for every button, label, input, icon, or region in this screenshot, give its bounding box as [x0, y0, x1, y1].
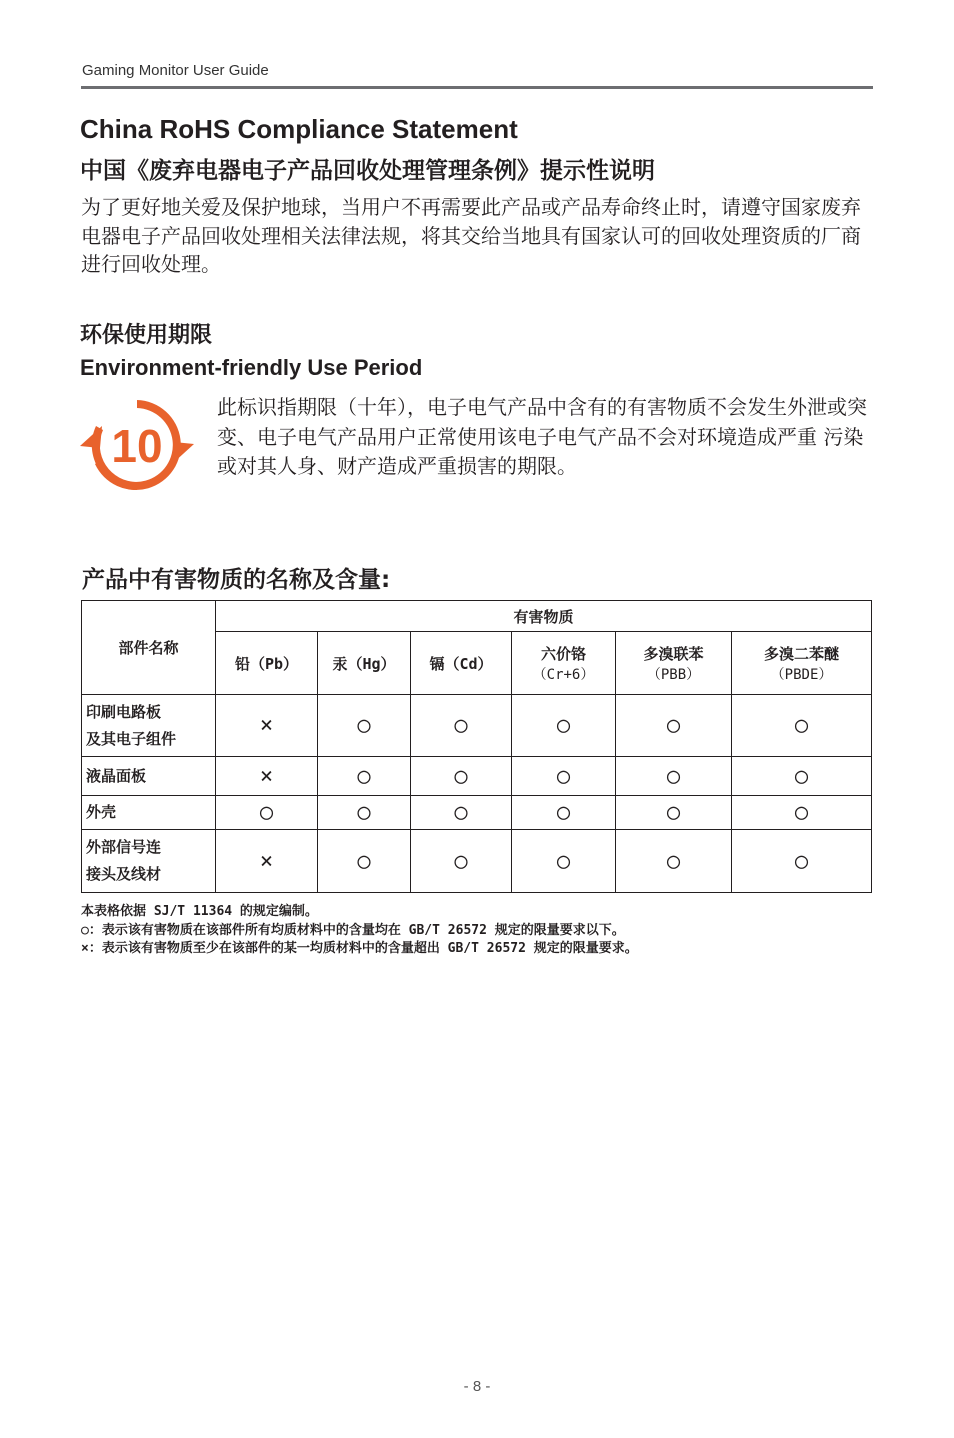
- within-limit-mark: ○: [666, 713, 681, 738]
- part-name-header: 部件名称: [82, 601, 216, 695]
- within-limit-mark: ○: [454, 800, 468, 825]
- substance-mark-cell: [411, 757, 512, 796]
- table-header-row: [82, 601, 872, 632]
- note-line: ×：表示该有害物质至少在该部件的某一均质材料中的含量超出 GB/T 26572 规定的限量要求。: [81, 941, 638, 956]
- substance-mark-cell: [512, 796, 616, 830]
- substance-header: 汞（Hg）: [318, 632, 411, 695]
- substance-header: 多溴联苯 （PBB）: [616, 632, 732, 695]
- efup-10-logo-icon: [80, 396, 194, 494]
- efup-heading-cn: 环保使用期限: [80, 323, 213, 348]
- within-limit-mark: ○: [666, 848, 681, 874]
- substance-mark-cell: [512, 695, 616, 757]
- substance-header: 六价铬 （Cr+6）: [512, 632, 616, 695]
- page-title-cn: 中国《废弃电器电子产品回收处理管理条例》提示性说明: [80, 158, 655, 184]
- substance-header: 多溴二苯醚 （PBDE）: [732, 632, 872, 695]
- within-limit-mark: ○: [794, 763, 809, 789]
- page-title-en: China RoHS Compliance Statement: [80, 114, 518, 144]
- substance-mark-cell: [216, 757, 318, 796]
- substance-mark-cell: [216, 695, 318, 757]
- intro-paragraph: 为了更好地关爱及保护地球，当用户不再需要此产品或产品寿命终止时，请遵守国家废弃电器电子产品回收处理相关法律法规，将其交给当地具有国家认可的回收处理资质的厂商进行回收处理。: [81, 195, 861, 276]
- within-limit-mark: ○: [357, 848, 371, 874]
- substance-mark-cell: [616, 830, 732, 893]
- substance-mark-cell: [216, 830, 318, 893]
- table-notes: [81, 903, 638, 959]
- within-limit-mark: ○: [454, 763, 468, 789]
- substance-mark-cell: [411, 695, 512, 757]
- part-name-line: 外部信号连: [86, 838, 162, 856]
- within-limit-mark: ○: [666, 800, 681, 825]
- substance-mark-cell: [732, 757, 872, 796]
- substance-mark-cell: [512, 830, 616, 893]
- within-limit-mark: ○: [454, 713, 468, 738]
- page-number: - 8 -: [463, 1378, 491, 1395]
- part-name-line: 液晶面板: [86, 766, 147, 785]
- substance-mark-cell: [216, 796, 318, 830]
- substance-mark-cell: [732, 695, 872, 757]
- substance-mark-cell: [318, 757, 411, 796]
- note-line: 本表格依据 SJ/T 11364 的规定编制。: [81, 904, 318, 919]
- substance-mark-cell: [318, 796, 411, 830]
- within-limit-mark: ○: [794, 713, 809, 738]
- table-row: [82, 830, 872, 893]
- header-rule: [81, 86, 873, 89]
- substance-mark-cell: [318, 695, 411, 757]
- within-limit-mark: ○: [259, 800, 274, 825]
- document-header: Gaming Monitor User Guide: [82, 62, 269, 79]
- within-limit-mark: ○: [794, 848, 809, 874]
- efup-heading-en: Environment-friendly Use Period: [80, 355, 423, 380]
- efup-description: 此标识指期限（十年），电子电气产品中含有的有害物质不会发生外泄或突变、电子电气产品用户正常使用该电子电气产品不会对环境造成严重 污染或对其人身、财产造成严重损害的期限。: [217, 395, 867, 478]
- substance-mark-cell: [732, 796, 872, 830]
- exceeds-limit-mark: ×: [259, 713, 274, 738]
- substance-mark-cell: [512, 757, 616, 796]
- exceeds-limit-mark: ×: [259, 763, 274, 789]
- substance-mark-cell: [411, 796, 512, 830]
- within-limit-mark: ○: [357, 763, 371, 789]
- efup-logo-number: 10: [111, 420, 163, 472]
- table-row: [82, 757, 872, 796]
- part-name-line: 外壳: [86, 803, 117, 821]
- substance-header: 铅（Pb）: [216, 632, 318, 695]
- note-line: ○：表示该有害物质在该部件所有均质材料中的含量均在 GB/T 26572 规定的限量要求以下。: [81, 922, 625, 938]
- within-limit-mark: ○: [357, 713, 371, 738]
- within-limit-mark: ○: [556, 713, 571, 738]
- part-name-line: 及其电子组件: [86, 729, 177, 748]
- substance-table-title: 产品中有害物质的名称及含量:: [82, 567, 391, 593]
- part-name-line: 印刷电路板: [86, 702, 162, 721]
- part-name-cell: [82, 757, 216, 796]
- exceeds-limit-mark: ×: [259, 848, 274, 874]
- substance-mark-cell: [616, 757, 732, 796]
- part-name-cell: [82, 695, 216, 757]
- within-limit-mark: ○: [556, 848, 571, 874]
- substance-mark-cell: [318, 830, 411, 893]
- within-limit-mark: ○: [556, 763, 571, 789]
- within-limit-mark: ○: [556, 800, 571, 825]
- substance-group-header: 有害物质: [216, 601, 872, 632]
- substance-table: [81, 600, 872, 893]
- substance-mark-cell: [616, 796, 732, 830]
- substance-mark-cell: [616, 695, 732, 757]
- table-row: [82, 695, 872, 757]
- within-limit-mark: ○: [454, 848, 468, 874]
- part-name-cell: [82, 796, 216, 830]
- part-name-line: 接头及线材: [86, 865, 162, 883]
- within-limit-mark: ○: [794, 800, 809, 825]
- substance-mark-cell: [411, 830, 512, 893]
- substance-mark-cell: [732, 830, 872, 893]
- table-row: [82, 796, 872, 830]
- substance-header: 镉（Cd）: [411, 632, 512, 695]
- within-limit-mark: ○: [666, 763, 681, 789]
- within-limit-mark: ○: [357, 800, 371, 825]
- part-name-cell: [82, 830, 216, 893]
